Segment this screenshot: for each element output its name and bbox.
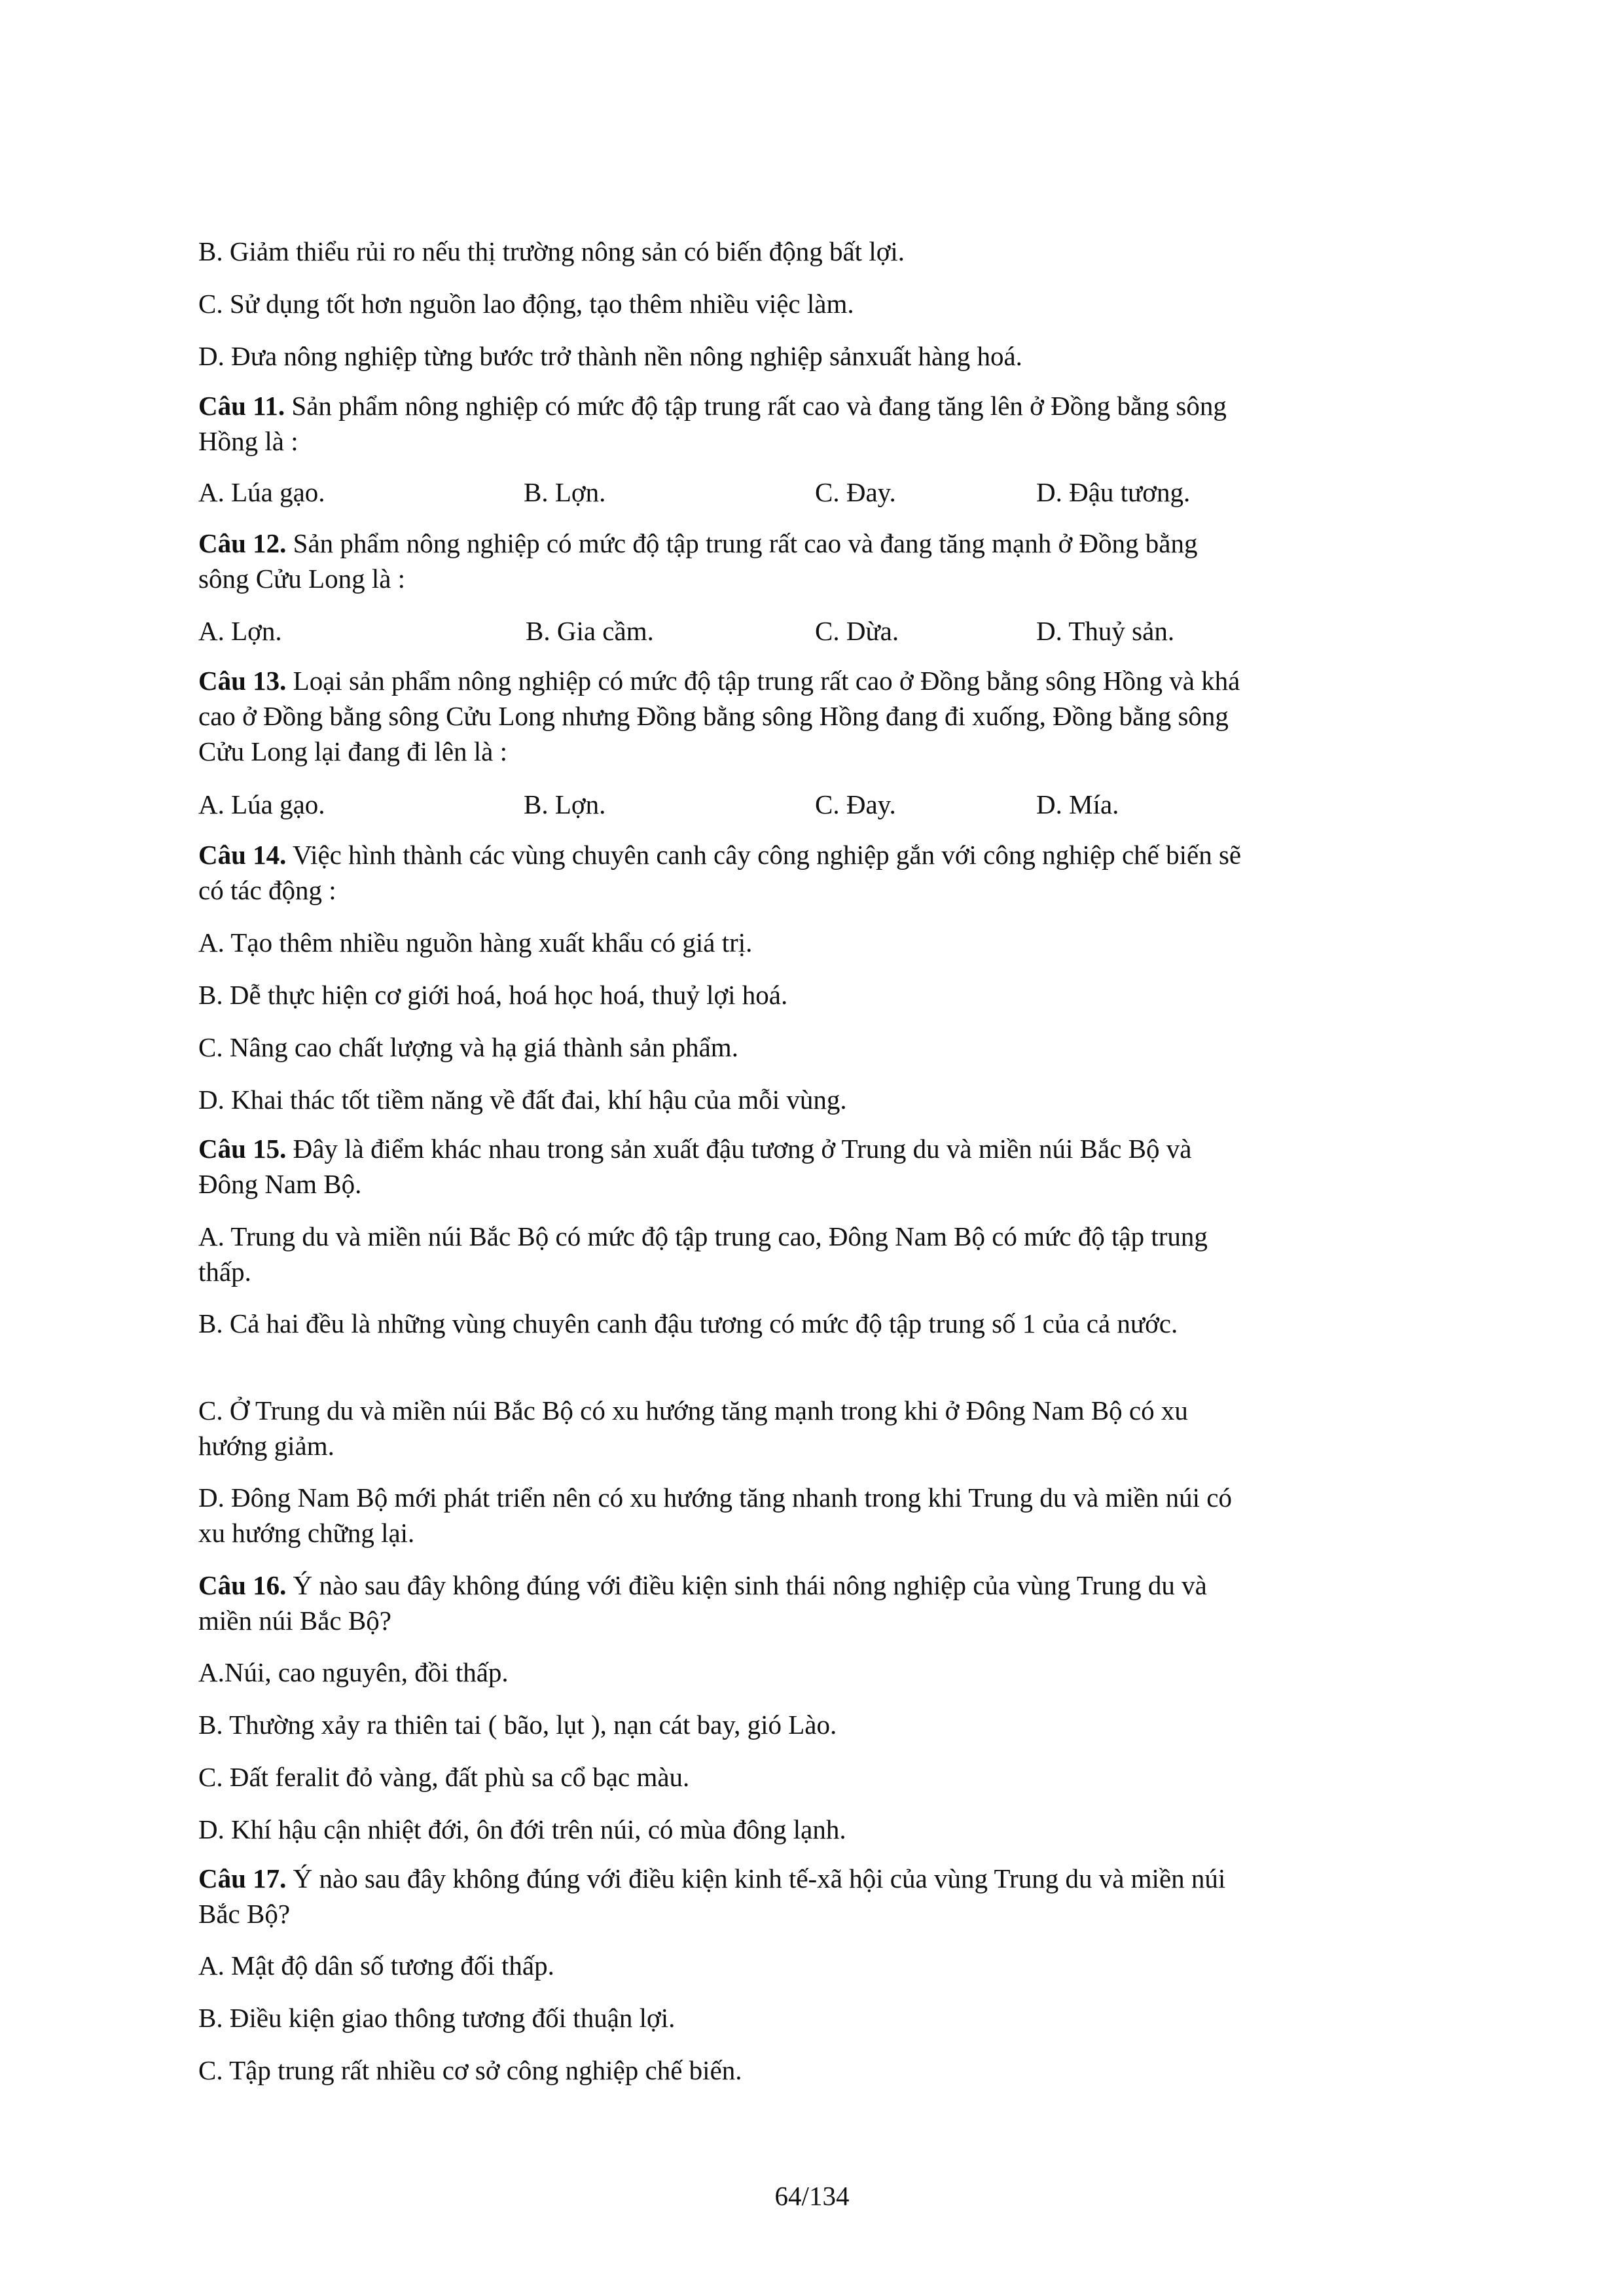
question-11	[198, 388, 1246, 459]
question-14	[198, 837, 1246, 908]
q12-option-b: B. Gia cầm.	[526, 616, 654, 646]
q14-option-b: B. Dễ thực hiện cơ giới hoá, hoá học hoá, thuỷ lợi hoá.	[198, 980, 788, 1010]
q15-option-a: A. Trung du và miền núi Bắc Bộ có mức độ tập trung cao, Đông Nam Bộ có mức độ tập trung thấp.	[198, 1221, 1208, 1287]
q11-option-c: C. Đay.	[815, 477, 896, 507]
q16-option-b: B. Thường xảy ra thiên tai ( bão, lụt ), nạn cát bay, gió Lào.	[198, 1710, 837, 1740]
question-13	[198, 663, 1246, 769]
question-label: Câu 13.	[198, 666, 287, 696]
q12-option-a: A. Lợn.	[198, 616, 282, 646]
page-number: 64/134	[774, 2181, 850, 2211]
question-16	[198, 1568, 1246, 1638]
question-label: Câu 16.	[198, 1570, 287, 1600]
prev-option-b: B. Giảm thiểu rủi ro nếu thị trường nông sản có biến động bất lợi.	[198, 236, 905, 266]
q16-option-a: A.Núi, cao nguyên, đồi thấp.	[198, 1657, 509, 1687]
q13-option-c: C. Đay.	[815, 789, 896, 819]
question-text: Việc hình thành các vùng chuyên canh cây công nghiệp gắn với công nghiệp chế biến sẽ có tác động :	[198, 840, 1242, 905]
question-15	[198, 1131, 1246, 1202]
q16-option-d: D. Khí hậu cận nhiệt đới, ôn đới trên núi, có mùa đông lạnh.	[198, 1814, 846, 1844]
q16-option-c: C. Đất feralit đỏ vàng, đất phù sa cổ bạc màu.	[198, 1762, 690, 1792]
q13-option-a: A. Lúa gạo.	[198, 789, 325, 819]
question-text: Ý nào sau đây không đúng với điều kiện sinh thái nông nghiệp của vùng Trung du và miền núi Bắc Bộ?	[198, 1570, 1207, 1636]
q12-option-c: C. Dừa.	[815, 616, 899, 646]
q11-option-a: A. Lúa gạo.	[198, 477, 325, 507]
q17-option-a: A. Mật độ dân số tương đối thấp.	[198, 1950, 554, 1981]
question-label: Câu 11.	[198, 391, 285, 421]
q13-option-b: B. Lợn.	[524, 789, 606, 819]
q15-option-b: B. Cả hai đều là những vùng chuyên canh đậu tương có mức độ tập trung số 1 của cả nước.	[198, 1308, 1178, 1338]
question-text: Sản phẩm nông nghiệp có mức độ tập trung rất cao và đang tăng mạnh ở Đồng bằng sông Cửu Long là :	[198, 528, 1198, 594]
q13-option-d: D. Mía.	[1036, 789, 1119, 819]
question-label: Câu 17.	[198, 1863, 287, 1893]
question-text: Sản phẩm nông nghiệp có mức độ tập trung rất cao và đang tăng lên ở Đồng bằng sông Hồng là :	[198, 391, 1227, 456]
question-label: Câu 15.	[198, 1134, 287, 1164]
q11-option-d: D. Đậu tương.	[1036, 477, 1191, 507]
question-label: Câu 12.	[198, 528, 287, 558]
q12-option-d: D. Thuỷ sản.	[1036, 616, 1175, 646]
question-17	[198, 1861, 1246, 1931]
prev-option-d: D. Đưa nông nghiệp từng bước trở thành nền nông nghiệp sảnxuất hàng hoá.	[198, 341, 1022, 371]
q17-option-c: C. Tập trung rất nhiều cơ sở công nghiệp chế biến.	[198, 2055, 742, 2085]
q14-option-c: C. Nâng cao chất lượng và hạ giá thành sản phẩm.	[198, 1032, 738, 1062]
question-text: Đây là điểm khác nhau trong sản xuất đậu tương ở Trung du và miền núi Bắc Bộ và Đông Nam Bộ.	[198, 1134, 1192, 1199]
q15-option-c: C. Ở Trung du và miền núi Bắc Bộ có xu hướng tăng mạnh trong khi ở Đông Nam Bộ có xu hướng giảm.	[198, 1395, 1188, 1461]
q14-option-a: A. Tạo thêm nhiều nguồn hàng xuất khẩu có giá trị.	[198, 927, 753, 958]
q14-option-d: D. Khai thác tốt tiềm năng về đất đai, khí hậu của mỗi vùng.	[198, 1085, 847, 1115]
q11-option-b: B. Lợn.	[524, 477, 606, 507]
q17-option-b: B. Điều kiện giao thông tương đối thuận lợi.	[198, 2003, 676, 2033]
question-label: Câu 14.	[198, 840, 287, 870]
q15-option-d: D. Đông Nam Bộ mới phát triển nên có xu hướng tăng nhanh trong khi Trung du và miền núi có xu hướng chững lại.	[198, 1482, 1233, 1548]
question-12	[198, 526, 1246, 596]
question-text: Loại sản phẩm nông nghiệp có mức độ tập trung rất cao ở Đồng bằng sông Hồng và khá cao ở Đồng bằng sông Cửu Long nhưng Đồng bằng sông Hồng đang đi xuống, Đồng bằng sông Cửu Long lại đang đi lên là :	[198, 666, 1240, 766]
question-text: Ý nào sau đây không đúng với điều kiện kinh tế-xã hội của vùng Trung du và miền núi Bắc Bộ?	[198, 1863, 1226, 1929]
prev-option-c: C. Sử dụng tốt hơn nguồn lao động, tạo thêm nhiều việc làm.	[198, 289, 854, 319]
